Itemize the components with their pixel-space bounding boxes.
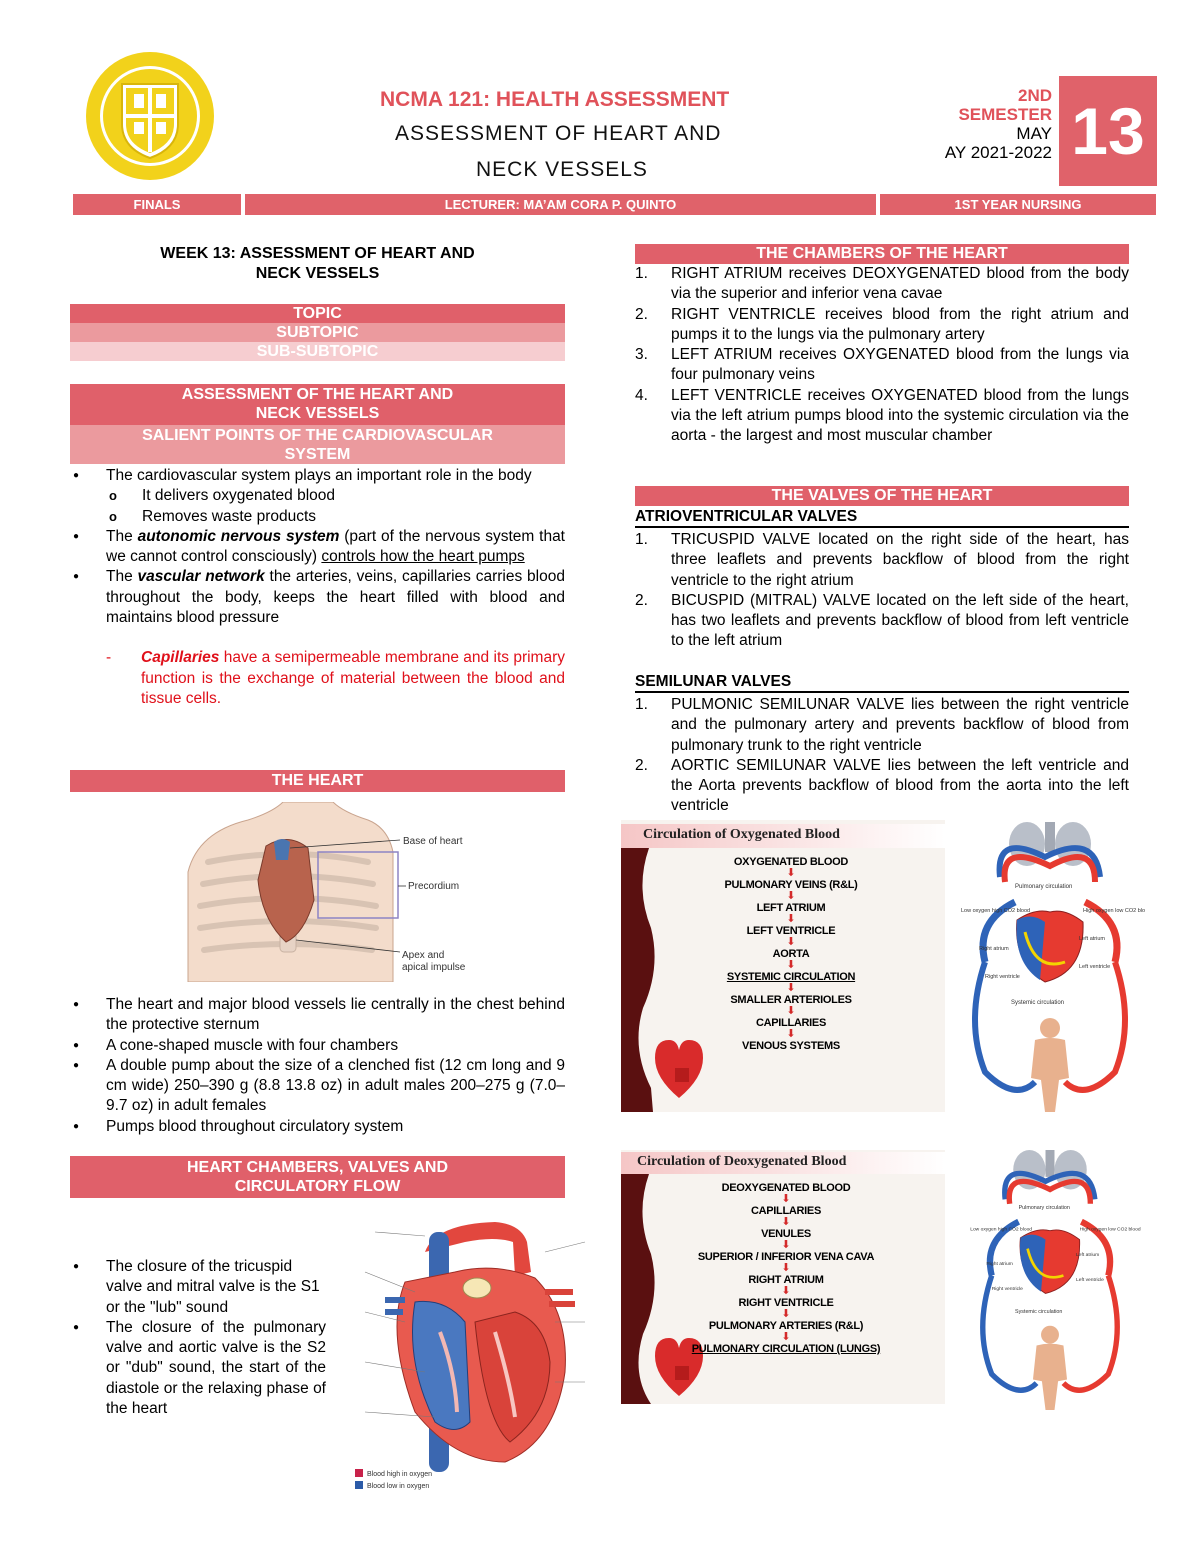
- week-number-badge: 13: [1059, 76, 1157, 186]
- list-item: 3. LEFT ATRIUM receives OXYGENATED blood from the lungs via four pulmonary veins: [635, 346, 1129, 384]
- list-item: ● The cardiovascular system plays an important role in the body o It delivers oxygenated blood o Removes waste products: [70, 466, 565, 527]
- diag2-systemic-label: Systemic circulation: [1015, 1309, 1063, 1316]
- week-title: [70, 244, 565, 284]
- arrow-down-icon: ⬇: [781, 1216, 791, 1228]
- arrow-down-icon: ⬇: [781, 1308, 791, 1320]
- diag1-right-atrium: Right atrium: [979, 946, 1009, 952]
- flow-step: SMALLER ARTERIOLES: [730, 994, 852, 1006]
- salient-points-subtitle: [70, 425, 565, 464]
- university-seal: [84, 50, 216, 182]
- heart-facts-list: [70, 995, 565, 1137]
- section-chambers-valves-flow: [70, 1156, 565, 1198]
- flow-step: VENULES: [761, 1228, 811, 1240]
- arrow-down-icon: ⬇: [781, 1193, 791, 1205]
- flow-step: OXYGENATED BLOOD: [733, 856, 849, 868]
- section-assessment-title-2: NECK VESSELS: [255, 405, 380, 422]
- flow-step: PULMONARY ARTERIES (R&L): [708, 1320, 864, 1332]
- week-title-line-2: NECK VESSELS: [255, 265, 380, 282]
- diag1-low-oxygen: Low oxygen high CO2 blood: [961, 908, 1031, 914]
- section-valves-of-heart: THE VALVES OF THE HEART: [635, 486, 1129, 506]
- list-item: 1. PULMONIC SEMILUNAR VALVE lies between the right ventricle and the pulmonary artery and prevents backflow of blood from pulmonary trunk to the right ventricle: [635, 696, 1129, 754]
- chest-heart-illustration: [178, 802, 468, 982]
- diag2-low-oxygen: Low oxygen high CO2 blood: [970, 1227, 1033, 1233]
- list-item: ● A cone-shaped muscle with four chambers: [70, 1036, 565, 1056]
- section-assessment-title: [70, 384, 565, 425]
- arrow-down-icon: ⬇: [786, 959, 796, 971]
- salient-points-line-2: SYSTEM: [284, 446, 351, 463]
- arrow-down-icon: ⬇: [786, 1028, 796, 1040]
- flow-step: SYSTEMIC CIRCULATION: [726, 971, 856, 983]
- flow-step: SUPERIOR / INFERIOR VENA CAVA: [697, 1251, 875, 1263]
- list-item: 1. RIGHT ATRIUM receives DEOXYGENATED blood from the body via the superior and inferior vena cavae: [635, 265, 1129, 303]
- bar-year-level: 1ST YEAR NURSING: [880, 194, 1156, 215]
- list-item: 2. RIGHT VENTRICLE receives blood from the right atrium and pumps it to the lungs via the pulmonary artery: [635, 305, 1129, 343]
- arrow-down-icon: ⬇: [786, 867, 796, 879]
- arrow-down-icon: ⬇: [781, 1262, 791, 1274]
- diag1-left-atrium: Left atrium: [1079, 936, 1105, 942]
- list-item: ● The closure of the pulmonary valve and aortic valve is the S2 or "dub" sound, the start of the diastole or the relaxing phase of the heart: [70, 1318, 326, 1419]
- diag1-systemic-label: Systemic circulation: [1011, 1000, 1065, 1006]
- list-item: o Removes waste products: [106, 507, 565, 527]
- heart-anatomy-figure: [345, 1212, 615, 1494]
- semester-block: [945, 86, 1052, 162]
- semester-line-2: SEMESTER: [958, 105, 1052, 124]
- salient-points-line-1: SALIENT POINTS OF THE CARDIOVASCULAR: [142, 427, 493, 444]
- list-item: 2. BICUSPID (MITRAL) VALVE located on the left side of the heart, has two leaflets and prevents backflow of blood from left ventricle to the left atrium: [635, 591, 1129, 650]
- section-assessment-header: [70, 384, 565, 464]
- section-chambers-title-2: CIRCULATORY FLOW: [234, 1178, 401, 1195]
- capillaries-note: - Capillaries have a semipermeable membrane and its primary function is the exchange of material between the blood and tissue cells.: [106, 649, 565, 707]
- heart-location-figure: [178, 802, 468, 982]
- circulation-diagram-1-illustration: [955, 822, 1145, 1112]
- legend-topic: TOPIC: [70, 304, 565, 323]
- week-title-line-1: WEEK 13: ASSESSMENT OF HEART AND: [160, 245, 475, 262]
- section-assessment-title-1: ASSESSMENT OF THE HEART AND: [181, 386, 454, 403]
- arrow-down-icon: ⬇: [781, 1331, 791, 1343]
- list-item: 2. AORTIC SEMILUNAR VALVE lies between the left ventricle and the Aorta prevents backflow of blood from the aorta into the left ventricle: [635, 756, 1129, 815]
- flow-step: LEFT VENTRICLE: [746, 925, 836, 937]
- arrow-down-icon: ⬇: [786, 982, 796, 994]
- flow-step: RIGHT VENTRICLE: [738, 1297, 834, 1309]
- diag2-left-ventricle: Left ventricle: [1076, 1277, 1104, 1283]
- flow-step: PULMONARY VEINS (R&L): [724, 879, 858, 891]
- oxygenated-slide-title: Circulation of Oxygenated Blood: [643, 827, 840, 842]
- heart-anatomy-illustration: [345, 1212, 615, 1494]
- list-item: 4. LEFT VENTRICLE receives OXYGENATED blood from the lungs via the left atrium pumps blood into the systemic circulation via the aorta - the largest and most muscular chamber: [635, 386, 1129, 445]
- diag2-high-oxygen: High oxygen low CO2 blood: [1079, 1227, 1141, 1233]
- list-item: ● The autonomic nervous system (part of the nervous system that we cannot control consciously) controls how the heart pumps: [70, 527, 565, 568]
- deoxygenated-steps: [681, 1182, 891, 1355]
- label-apex-2: apical impulse: [402, 962, 466, 973]
- circulation-diagram-1: [955, 822, 1145, 1112]
- diag2-left-atrium: Left atrium: [1076, 1252, 1100, 1258]
- legend-subsubtopic: SUB-SUBTOPIC: [70, 342, 565, 361]
- legend-high-oxygen: Blood high in oxygen: [367, 1471, 432, 1478]
- flow-step: VENOUS SYSTEMS: [742, 1040, 840, 1052]
- section-chambers-of-heart: THE CHAMBERS OF THE HEART: [635, 244, 1129, 264]
- flow-step: CAPILLARIES: [755, 1017, 827, 1029]
- flow-step: DEOXYGENATED BLOOD: [721, 1182, 851, 1194]
- semester-line-1: 2ND: [1017, 86, 1052, 105]
- list-item: o It delivers oxygenated blood: [106, 486, 565, 506]
- salient-points-list: [70, 466, 565, 709]
- list-item: 1. TRICUSPID VALVE located on the right side of the heart, has three leaflets and prevents backflow of blood from the right ventricle to the right atrium: [635, 531, 1129, 589]
- bar-lecturer: LECTURER: MA’AM CORA P. QUINTO: [245, 194, 876, 215]
- chambers-list: [635, 264, 1129, 447]
- university-seal-icon: [84, 50, 216, 182]
- list-item: ● Pumps blood throughout circulatory system: [70, 1117, 565, 1137]
- list-item: ● The closure of the tricuspid valve and mitral valve is the S1 or the "lub" sound: [70, 1257, 326, 1318]
- section-the-heart: THE HEART: [70, 770, 565, 792]
- arrow-down-icon: ⬇: [781, 1285, 791, 1297]
- bar-finals: FINALS: [73, 194, 241, 215]
- diag2-right-atrium: Right atrium: [986, 1261, 1013, 1267]
- av-valves-list: [635, 530, 1129, 652]
- circulation-diagram-2: [955, 1150, 1145, 1410]
- flow-step: LEFT ATRIUM: [756, 902, 826, 914]
- deoxygenated-slide-title: Circulation of Deoxygenated Blood: [637, 1154, 847, 1169]
- list-item: ● The heart and major blood vessels lie centrally in the chest behind the protective sternum: [70, 995, 565, 1036]
- heading-legend: [70, 304, 565, 361]
- month-label: MAY: [1016, 124, 1052, 143]
- diag1-left-ventricle: Left ventricle: [1079, 964, 1111, 970]
- flow-step: AORTA: [772, 948, 810, 960]
- list-item: ● A double pump about the size of a clenched fist (12 cm long and 9 cm wide) 250–390 g (8.8 13.8 oz) in adult males 200–275 g (7.0–9.7 oz) in adult females: [70, 1056, 565, 1117]
- list-item: ● The vascular network the arteries, veins, capillaries carries blood throughout the body, keeps the heart filled with blood and maintains blood pressure: [70, 567, 565, 628]
- academic-year: AY 2021-2022: [944, 143, 1052, 162]
- heart-sounds-list: [70, 1257, 326, 1419]
- semilunar-valves-list: [635, 695, 1129, 817]
- section-chambers-title-1: HEART CHAMBERS, VALVES AND: [186, 1159, 449, 1176]
- label-base-of-heart: Base of heart: [403, 836, 463, 847]
- arrow-down-icon: ⬇: [786, 1005, 796, 1017]
- diag1-right-ventricle: Right ventricle: [985, 974, 1020, 980]
- document-title-line-1: ASSESSMENT OF HEART AND: [395, 122, 722, 145]
- circulation-diagram-2-illustration: [955, 1150, 1145, 1410]
- flow-step: CAPILLARIES: [750, 1205, 822, 1217]
- arrow-down-icon: ⬇: [786, 936, 796, 948]
- diag1-high-oxygen: High oxygen low CO2 blood: [1083, 908, 1145, 914]
- arrow-down-icon: ⬇: [786, 890, 796, 902]
- diag2-pulmonary-label: Pulmonary circulation: [1018, 1205, 1070, 1212]
- deoxygenated-flow-slide: [621, 1150, 945, 1404]
- label-precordium: Precordium: [408, 881, 460, 892]
- document-title-line-2: NECK VESSELS: [476, 158, 648, 181]
- label-apex-1: Apex and: [402, 950, 445, 961]
- legend-low-oxygen: Blood low in oxygen: [367, 1483, 430, 1490]
- course-title: NCMA 121: HEALTH ASSESSMENT: [380, 88, 730, 111]
- oxygenated-steps: [691, 856, 891, 1052]
- diag1-pulmonary-label: Pulmonary circulation: [1015, 884, 1073, 890]
- arrow-down-icon: ⬇: [781, 1239, 791, 1251]
- legend-subtopic: SUBTOPIC: [70, 323, 565, 342]
- flow-step: PULMONARY CIRCULATION (LUNGS): [691, 1343, 881, 1355]
- semilunar-valves-heading: SEMILUNAR VALVES: [635, 673, 1129, 693]
- flow-step: RIGHT ATRIUM: [748, 1274, 824, 1286]
- oxygenated-flow-slide: [621, 820, 945, 1112]
- arrow-down-icon: ⬇: [786, 913, 796, 925]
- diag2-right-ventricle: Right ventricle: [991, 1286, 1023, 1292]
- av-valves-heading: ATRIOVENTRICULAR VALVES: [635, 508, 1129, 528]
